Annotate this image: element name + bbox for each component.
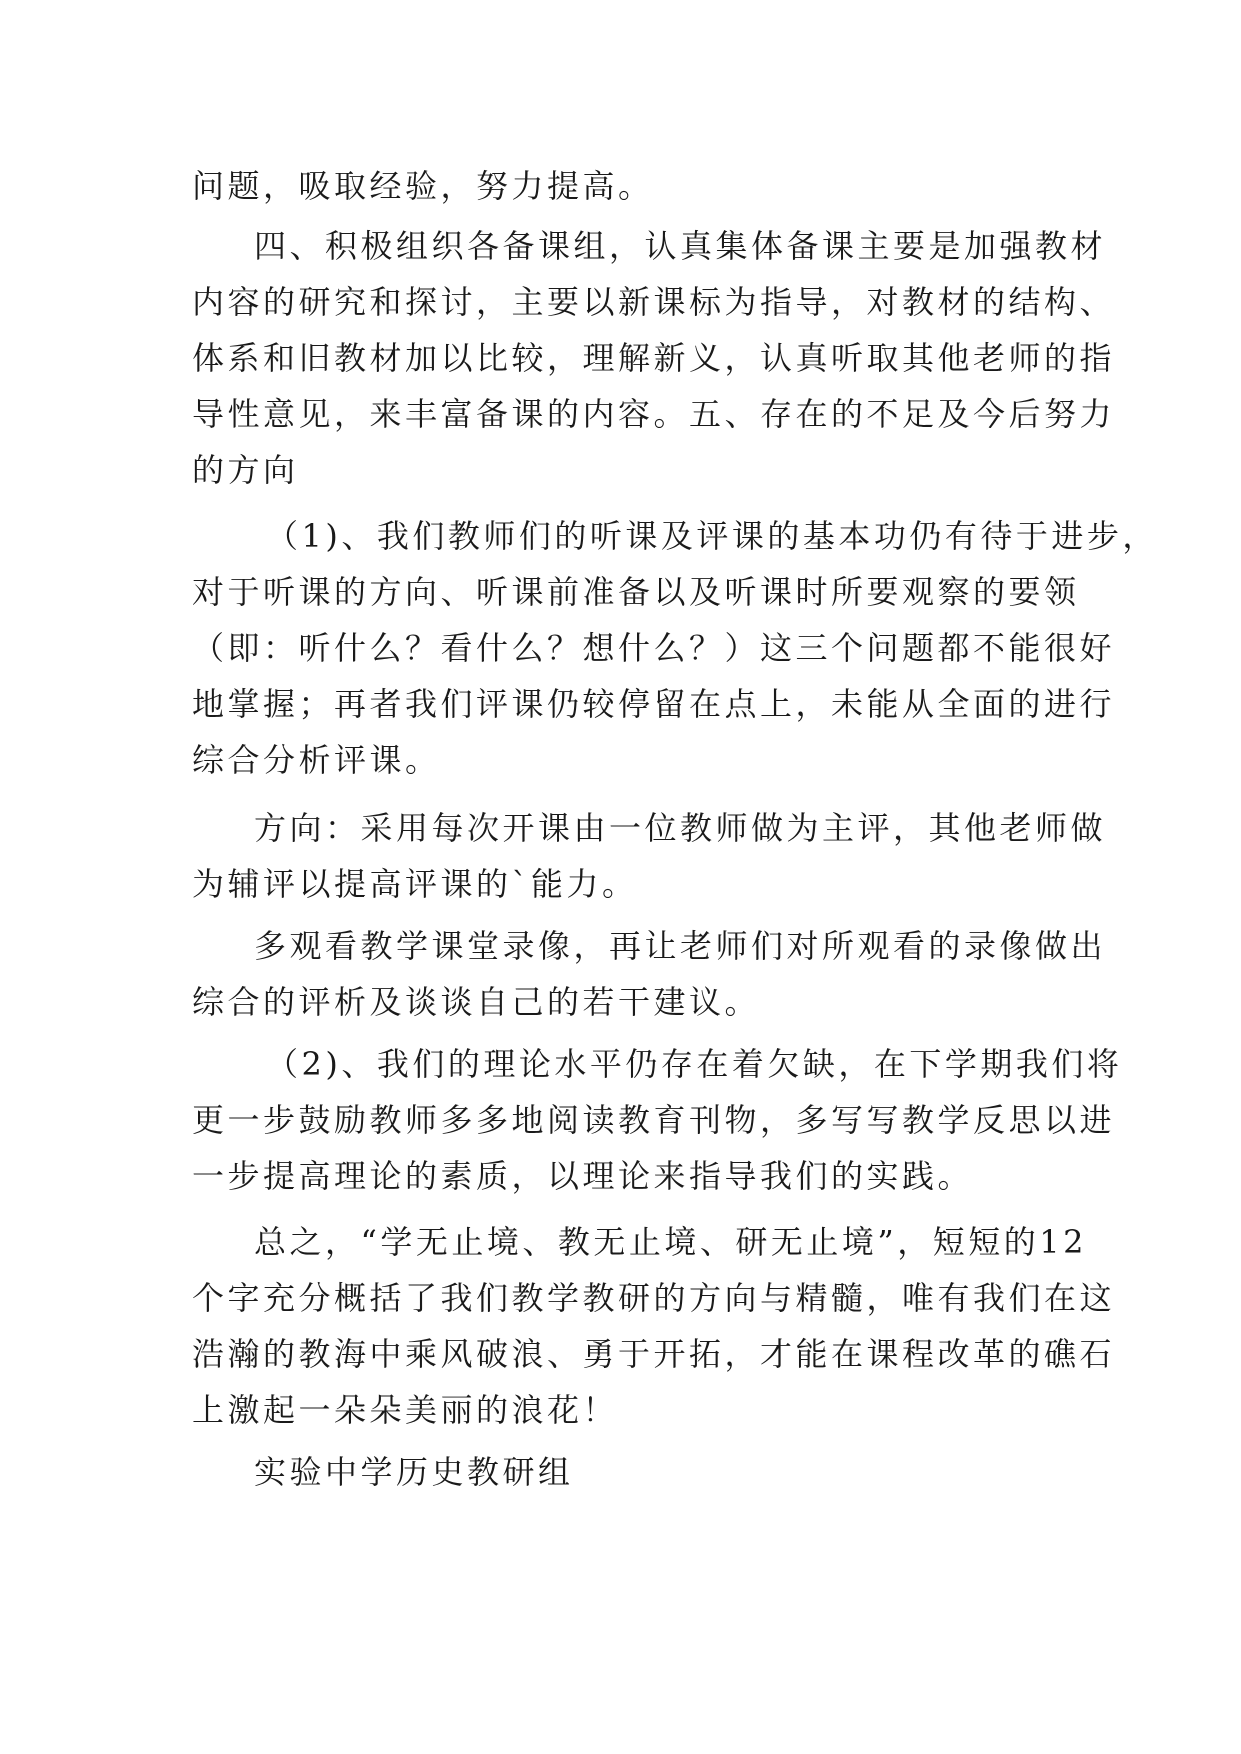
paragraph-line: 个字充分概括了我们教学教研的方向与精髓，唯有我们在这 (192, 1279, 1116, 1317)
signature-line: 实验中学历史教研组 (254, 1453, 574, 1491)
paragraph-line: 导性意见，来丰富备课的内容。五、存在的不足及今后努力 (192, 395, 1116, 433)
section-four-heading-line: 四、积极组织各备课组，认真集体备课主要是加强教材 (254, 227, 1107, 265)
paragraph-line: 体系和旧教材加以比较，理解新义，认真听取其他老师的指 (192, 339, 1116, 377)
paragraph-line: 上激起一朵朵美丽的浪花！ (192, 1391, 619, 1429)
paragraph-line: 综合的评析及谈谈自己的若干建议。 (192, 983, 761, 1021)
paragraph-line: 内容的研究和探讨，主要以新课标为指导，对教材的结构、 (192, 283, 1116, 321)
paragraph-line: 为辅评以提高评课的`能力。 (192, 865, 638, 903)
paragraph-line: 综合分析评课。 (192, 741, 441, 779)
paragraph-line: 问题，吸取经验，努力提高。 (192, 167, 654, 205)
direction-paragraph-line: 方向：采用每次开课由一位教师做为主评，其他老师做 (254, 809, 1107, 847)
paragraph-line: 更一步鼓励教师多多地阅读教育刊物，多写写教学反思以进 (192, 1101, 1116, 1139)
summary-paragraph-line: 总之，“学无止境、教无止境、研无止境”，短短的12 (254, 1223, 1087, 1261)
paragraph-line: 对于听课的方向、听课前准备以及听课时所要观察的要领 (192, 573, 1080, 611)
paragraph-line: 多观看教学课堂录像，再让老师们对所观看的录像做出 (254, 927, 1107, 965)
paragraph-line: 地掌握；再者我们评课仍较停留在点上，未能从全面的进行 (192, 685, 1116, 723)
paragraph-line: 的方向 (192, 451, 299, 489)
paragraph-line: 浩瀚的教海中乘风破浪、勇于开拓，才能在课程改革的礁石 (192, 1335, 1116, 1373)
item-two-line: （2)、我们的理论水平仍存在着欠缺，在下学期我们将 (266, 1045, 1123, 1083)
paragraph-line: 一步提高理论的素质，以理论来指导我们的实践。 (192, 1157, 974, 1195)
paragraph-line: （即：听什么？看什么？想什么？）这三个问题都不能很好 (192, 629, 1116, 667)
item-one-line: （1)、我们教师们的听课及评课的基本功仍有待于进步， (266, 517, 1158, 555)
